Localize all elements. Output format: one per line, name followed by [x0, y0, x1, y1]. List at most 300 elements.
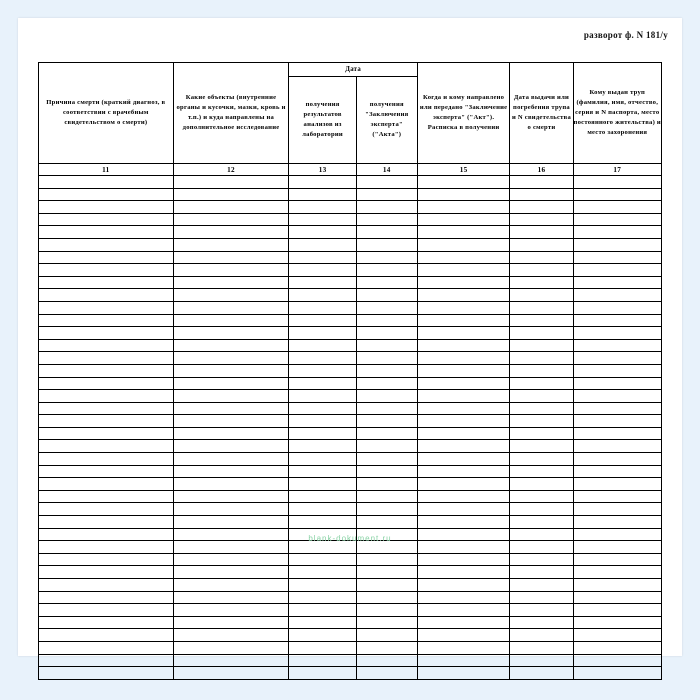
table-cell[interactable]	[356, 415, 417, 428]
table-row[interactable]	[39, 528, 662, 541]
table-cell[interactable]	[39, 213, 174, 226]
table-row[interactable]	[39, 629, 662, 642]
table-cell[interactable]	[289, 226, 356, 239]
table-cell[interactable]	[510, 604, 573, 617]
table-cell[interactable]	[510, 364, 573, 377]
table-cell[interactable]	[356, 339, 417, 352]
table-cell[interactable]	[356, 465, 417, 478]
table-row[interactable]	[39, 453, 662, 466]
table-cell[interactable]	[39, 201, 174, 214]
table-cell[interactable]	[173, 176, 289, 189]
table-row[interactable]	[39, 364, 662, 377]
table-cell[interactable]	[289, 616, 356, 629]
table-cell[interactable]	[39, 390, 174, 403]
table-cell[interactable]	[173, 616, 289, 629]
table-cell[interactable]	[510, 176, 573, 189]
table-cell[interactable]	[417, 641, 510, 654]
table-cell[interactable]	[39, 402, 174, 415]
table-cell[interactable]	[39, 276, 174, 289]
table-cell[interactable]	[173, 478, 289, 491]
table-cell[interactable]	[417, 352, 510, 365]
table-cell[interactable]	[289, 289, 356, 302]
table-cell[interactable]	[510, 427, 573, 440]
table-cell[interactable]	[417, 390, 510, 403]
table-row[interactable]	[39, 276, 662, 289]
table-row[interactable]	[39, 591, 662, 604]
table-cell[interactable]	[356, 503, 417, 516]
table-cell[interactable]	[510, 667, 573, 680]
table-cell[interactable]	[173, 654, 289, 667]
table-cell[interactable]	[510, 516, 573, 529]
table-cell[interactable]	[573, 176, 661, 189]
table-cell[interactable]	[417, 616, 510, 629]
table-row[interactable]	[39, 390, 662, 403]
table-cell[interactable]	[417, 415, 510, 428]
table-cell[interactable]	[173, 641, 289, 654]
table-cell[interactable]	[356, 553, 417, 566]
table-cell[interactable]	[573, 402, 661, 415]
table-cell[interactable]	[39, 238, 174, 251]
table-cell[interactable]	[289, 465, 356, 478]
table-row[interactable]	[39, 201, 662, 214]
table-cell[interactable]	[510, 402, 573, 415]
table-cell[interactable]	[356, 390, 417, 403]
table-row[interactable]	[39, 176, 662, 189]
table-cell[interactable]	[573, 188, 661, 201]
table-cell[interactable]	[289, 440, 356, 453]
table-cell[interactable]	[39, 516, 174, 529]
table-cell[interactable]	[510, 377, 573, 390]
table-row[interactable]	[39, 352, 662, 365]
table-cell[interactable]	[356, 440, 417, 453]
table-cell[interactable]	[573, 503, 661, 516]
table-cell[interactable]	[39, 339, 174, 352]
table-cell[interactable]	[510, 238, 573, 251]
table-cell[interactable]	[289, 402, 356, 415]
table-cell[interactable]	[417, 516, 510, 529]
table-cell[interactable]	[356, 629, 417, 642]
table-cell[interactable]	[289, 327, 356, 340]
table-cell[interactable]	[573, 289, 661, 302]
table-cell[interactable]	[173, 427, 289, 440]
table-cell[interactable]	[356, 251, 417, 264]
table-cell[interactable]	[510, 301, 573, 314]
table-cell[interactable]	[356, 591, 417, 604]
table-cell[interactable]	[173, 213, 289, 226]
table-cell[interactable]	[573, 238, 661, 251]
table-cell[interactable]	[39, 289, 174, 302]
table-cell[interactable]	[356, 641, 417, 654]
table-cell[interactable]	[356, 616, 417, 629]
table-cell[interactable]	[510, 579, 573, 592]
table-cell[interactable]	[356, 654, 417, 667]
table-cell[interactable]	[573, 301, 661, 314]
table-cell[interactable]	[356, 402, 417, 415]
table-cell[interactable]	[417, 276, 510, 289]
table-cell[interactable]	[573, 327, 661, 340]
table-cell[interactable]	[510, 553, 573, 566]
table-cell[interactable]	[510, 654, 573, 667]
table-row[interactable]	[39, 289, 662, 302]
table-cell[interactable]	[39, 427, 174, 440]
table-cell[interactable]	[289, 516, 356, 529]
table-cell[interactable]	[39, 377, 174, 390]
table-cell[interactable]	[573, 314, 661, 327]
table-cell[interactable]	[510, 415, 573, 428]
table-row[interactable]	[39, 402, 662, 415]
table-cell[interactable]	[39, 591, 174, 604]
table-cell[interactable]	[417, 604, 510, 617]
table-cell[interactable]	[356, 176, 417, 189]
table-cell[interactable]	[289, 654, 356, 667]
table-row[interactable]	[39, 503, 662, 516]
table-cell[interactable]	[510, 390, 573, 403]
table-cell[interactable]	[356, 566, 417, 579]
table-cell[interactable]	[510, 528, 573, 541]
table-cell[interactable]	[417, 301, 510, 314]
table-cell[interactable]	[289, 276, 356, 289]
table-cell[interactable]	[173, 516, 289, 529]
table-cell[interactable]	[356, 377, 417, 390]
table-cell[interactable]	[173, 390, 289, 403]
table-cell[interactable]	[573, 276, 661, 289]
table-cell[interactable]	[173, 553, 289, 566]
table-cell[interactable]	[510, 503, 573, 516]
table-cell[interactable]	[289, 528, 356, 541]
table-cell[interactable]	[417, 226, 510, 239]
table-cell[interactable]	[173, 188, 289, 201]
table-cell[interactable]	[356, 201, 417, 214]
table-cell[interactable]	[39, 415, 174, 428]
table-cell[interactable]	[510, 251, 573, 264]
table-cell[interactable]	[417, 591, 510, 604]
table-cell[interactable]	[417, 541, 510, 554]
table-cell[interactable]	[39, 364, 174, 377]
table-cell[interactable]	[356, 276, 417, 289]
table-cell[interactable]	[510, 440, 573, 453]
table-cell[interactable]	[573, 616, 661, 629]
table-cell[interactable]	[510, 453, 573, 466]
table-cell[interactable]	[573, 516, 661, 529]
table-cell[interactable]	[39, 566, 174, 579]
table-row[interactable]	[39, 541, 662, 554]
table-row[interactable]	[39, 553, 662, 566]
table-cell[interactable]	[510, 352, 573, 365]
table-cell[interactable]	[173, 276, 289, 289]
table-cell[interactable]	[289, 667, 356, 680]
table-cell[interactable]	[510, 490, 573, 503]
table-cell[interactable]	[573, 591, 661, 604]
table-cell[interactable]	[510, 566, 573, 579]
table-cell[interactable]	[356, 453, 417, 466]
table-cell[interactable]	[173, 352, 289, 365]
table-cell[interactable]	[417, 566, 510, 579]
table-cell[interactable]	[356, 264, 417, 277]
table-cell[interactable]	[573, 213, 661, 226]
table-cell[interactable]	[39, 327, 174, 340]
table-row[interactable]	[39, 377, 662, 390]
table-cell[interactable]	[289, 377, 356, 390]
table-cell[interactable]	[417, 238, 510, 251]
table-cell[interactable]	[417, 377, 510, 390]
table-row[interactable]	[39, 238, 662, 251]
table-cell[interactable]	[173, 402, 289, 415]
table-cell[interactable]	[417, 339, 510, 352]
table-cell[interactable]	[573, 226, 661, 239]
table-cell[interactable]	[510, 276, 573, 289]
table-cell[interactable]	[356, 516, 417, 529]
table-cell[interactable]	[39, 528, 174, 541]
table-cell[interactable]	[510, 314, 573, 327]
table-cell[interactable]	[173, 667, 289, 680]
table-cell[interactable]	[173, 465, 289, 478]
table-cell[interactable]	[417, 402, 510, 415]
table-row[interactable]	[39, 579, 662, 592]
table-cell[interactable]	[573, 352, 661, 365]
table-cell[interactable]	[39, 579, 174, 592]
table-cell[interactable]	[39, 629, 174, 642]
table-cell[interactable]	[289, 364, 356, 377]
table-cell[interactable]	[417, 201, 510, 214]
table-cell[interactable]	[573, 654, 661, 667]
table-cell[interactable]	[356, 667, 417, 680]
table-cell[interactable]	[417, 528, 510, 541]
table-cell[interactable]	[510, 591, 573, 604]
table-cell[interactable]	[39, 478, 174, 491]
table-cell[interactable]	[289, 238, 356, 251]
table-cell[interactable]	[289, 478, 356, 491]
table-cell[interactable]	[173, 364, 289, 377]
table-cell[interactable]	[289, 566, 356, 579]
table-cell[interactable]	[39, 541, 174, 554]
table-cell[interactable]	[39, 641, 174, 654]
table-cell[interactable]	[39, 301, 174, 314]
table-cell[interactable]	[573, 604, 661, 617]
table-cell[interactable]	[39, 440, 174, 453]
table-cell[interactable]	[173, 528, 289, 541]
table-cell[interactable]	[573, 415, 661, 428]
table-row[interactable]	[39, 415, 662, 428]
table-row[interactable]	[39, 213, 662, 226]
table-cell[interactable]	[289, 188, 356, 201]
table-cell[interactable]	[356, 352, 417, 365]
table-cell[interactable]	[417, 478, 510, 491]
table-cell[interactable]	[573, 667, 661, 680]
table-cell[interactable]	[173, 251, 289, 264]
table-cell[interactable]	[417, 465, 510, 478]
table-cell[interactable]	[510, 327, 573, 340]
table-cell[interactable]	[417, 176, 510, 189]
table-cell[interactable]	[173, 314, 289, 327]
table-cell[interactable]	[417, 264, 510, 277]
table-cell[interactable]	[356, 213, 417, 226]
table-cell[interactable]	[417, 440, 510, 453]
table-cell[interactable]	[173, 377, 289, 390]
table-cell[interactable]	[289, 352, 356, 365]
table-cell[interactable]	[39, 616, 174, 629]
table-cell[interactable]	[289, 314, 356, 327]
table-row[interactable]	[39, 314, 662, 327]
table-cell[interactable]	[289, 490, 356, 503]
table-cell[interactable]	[39, 226, 174, 239]
table-cell[interactable]	[356, 478, 417, 491]
table-cell[interactable]	[173, 226, 289, 239]
table-cell[interactable]	[289, 415, 356, 428]
table-cell[interactable]	[510, 616, 573, 629]
table-cell[interactable]	[573, 641, 661, 654]
table-cell[interactable]	[356, 490, 417, 503]
table-cell[interactable]	[39, 553, 174, 566]
table-cell[interactable]	[417, 289, 510, 302]
table-cell[interactable]	[573, 478, 661, 491]
table-cell[interactable]	[173, 490, 289, 503]
table-cell[interactable]	[289, 503, 356, 516]
table-row[interactable]	[39, 667, 662, 680]
table-row[interactable]	[39, 490, 662, 503]
table-cell[interactable]	[173, 440, 289, 453]
table-cell[interactable]	[39, 188, 174, 201]
table-cell[interactable]	[173, 591, 289, 604]
table-row[interactable]	[39, 339, 662, 352]
table-cell[interactable]	[39, 352, 174, 365]
table-cell[interactable]	[356, 238, 417, 251]
table-cell[interactable]	[289, 629, 356, 642]
table-cell[interactable]	[417, 503, 510, 516]
table-cell[interactable]	[173, 339, 289, 352]
table-cell[interactable]	[510, 264, 573, 277]
table-cell[interactable]	[356, 327, 417, 340]
table-cell[interactable]	[417, 314, 510, 327]
table-cell[interactable]	[573, 528, 661, 541]
table-cell[interactable]	[173, 301, 289, 314]
table-cell[interactable]	[573, 251, 661, 264]
table-cell[interactable]	[510, 465, 573, 478]
table-cell[interactable]	[39, 503, 174, 516]
table-cell[interactable]	[356, 541, 417, 554]
table-row[interactable]	[39, 566, 662, 579]
table-cell[interactable]	[39, 490, 174, 503]
table-row[interactable]	[39, 616, 662, 629]
table-cell[interactable]	[289, 641, 356, 654]
table-cell[interactable]	[173, 201, 289, 214]
table-cell[interactable]	[510, 541, 573, 554]
table-cell[interactable]	[510, 188, 573, 201]
table-cell[interactable]	[289, 591, 356, 604]
table-cell[interactable]	[356, 301, 417, 314]
table-cell[interactable]	[510, 641, 573, 654]
table-row[interactable]	[39, 465, 662, 478]
table-cell[interactable]	[573, 465, 661, 478]
table-cell[interactable]	[289, 427, 356, 440]
table-cell[interactable]	[573, 377, 661, 390]
table-row[interactable]	[39, 188, 662, 201]
table-row[interactable]	[39, 327, 662, 340]
table-cell[interactable]	[573, 339, 661, 352]
table-cell[interactable]	[356, 289, 417, 302]
table-cell[interactable]	[356, 427, 417, 440]
table-cell[interactable]	[289, 213, 356, 226]
table-cell[interactable]	[356, 579, 417, 592]
table-cell[interactable]	[39, 314, 174, 327]
table-cell[interactable]	[573, 427, 661, 440]
table-cell[interactable]	[356, 314, 417, 327]
table-cell[interactable]	[173, 327, 289, 340]
table-cell[interactable]	[289, 390, 356, 403]
table-row[interactable]	[39, 440, 662, 453]
table-cell[interactable]	[39, 176, 174, 189]
table-cell[interactable]	[417, 553, 510, 566]
table-row[interactable]	[39, 301, 662, 314]
table-cell[interactable]	[289, 251, 356, 264]
table-cell[interactable]	[289, 339, 356, 352]
table-cell[interactable]	[417, 629, 510, 642]
table-cell[interactable]	[356, 604, 417, 617]
table-cell[interactable]	[289, 604, 356, 617]
table-cell[interactable]	[173, 289, 289, 302]
table-cell[interactable]	[173, 238, 289, 251]
table-cell[interactable]	[417, 453, 510, 466]
table-cell[interactable]	[573, 201, 661, 214]
table-cell[interactable]	[510, 629, 573, 642]
table-cell[interactable]	[289, 264, 356, 277]
table-cell[interactable]	[289, 453, 356, 466]
table-cell[interactable]	[39, 251, 174, 264]
table-cell[interactable]	[573, 390, 661, 403]
table-cell[interactable]	[573, 453, 661, 466]
table-row[interactable]	[39, 641, 662, 654]
table-cell[interactable]	[289, 541, 356, 554]
table-cell[interactable]	[417, 327, 510, 340]
table-row[interactable]	[39, 516, 662, 529]
table-cell[interactable]	[510, 478, 573, 491]
table-cell[interactable]	[356, 364, 417, 377]
table-cell[interactable]	[356, 528, 417, 541]
table-cell[interactable]	[39, 264, 174, 277]
table-cell[interactable]	[39, 667, 174, 680]
table-cell[interactable]	[510, 339, 573, 352]
table-cell[interactable]	[39, 654, 174, 667]
table-cell[interactable]	[510, 226, 573, 239]
table-cell[interactable]	[417, 364, 510, 377]
table-cell[interactable]	[417, 188, 510, 201]
table-cell[interactable]	[173, 629, 289, 642]
table-cell[interactable]	[356, 188, 417, 201]
table-cell[interactable]	[573, 566, 661, 579]
table-row[interactable]	[39, 264, 662, 277]
table-cell[interactable]	[417, 579, 510, 592]
table-cell[interactable]	[173, 264, 289, 277]
table-cell[interactable]	[173, 566, 289, 579]
table-cell[interactable]	[289, 553, 356, 566]
table-cell[interactable]	[173, 503, 289, 516]
table-cell[interactable]	[573, 264, 661, 277]
table-cell[interactable]	[173, 541, 289, 554]
table-cell[interactable]	[573, 629, 661, 642]
table-cell[interactable]	[573, 579, 661, 592]
table-cell[interactable]	[289, 176, 356, 189]
table-cell[interactable]	[573, 490, 661, 503]
table-cell[interactable]	[573, 364, 661, 377]
table-cell[interactable]	[573, 440, 661, 453]
table-cell[interactable]	[417, 490, 510, 503]
table-row[interactable]	[39, 251, 662, 264]
table-cell[interactable]	[417, 251, 510, 264]
table-cell[interactable]	[173, 453, 289, 466]
table-cell[interactable]	[289, 301, 356, 314]
table-cell[interactable]	[573, 541, 661, 554]
table-cell[interactable]	[289, 579, 356, 592]
table-cell[interactable]	[510, 201, 573, 214]
